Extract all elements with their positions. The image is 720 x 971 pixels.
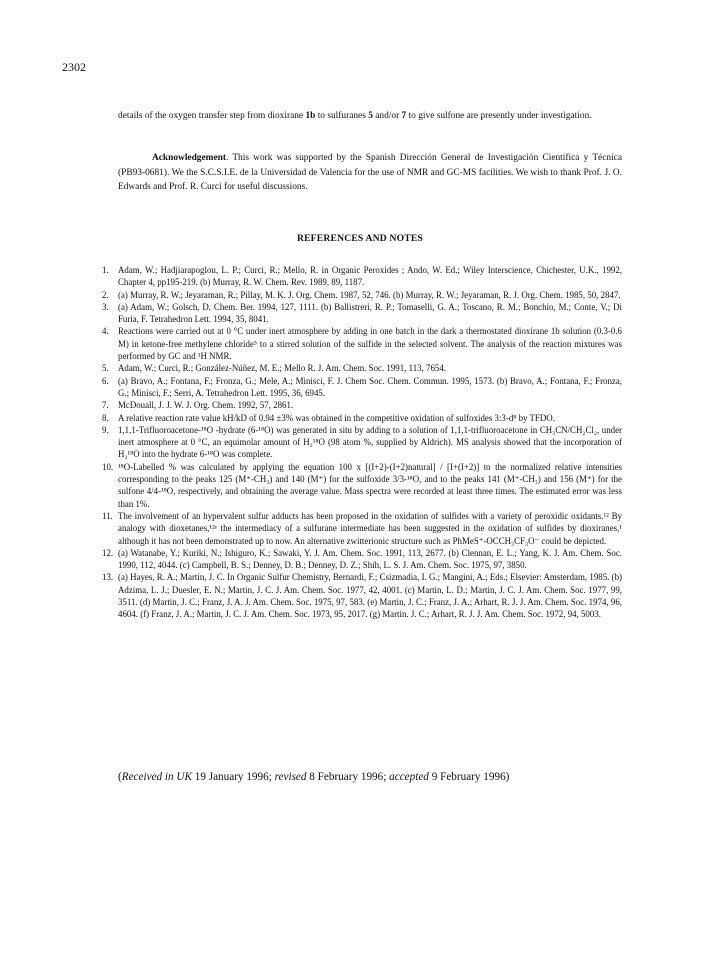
reference-text: (a) Hayes, R. A.; Martin, J. C. In Organic Sulfur Chemistry, Bernardi, F.; Csizmadia, I. G.; Mangini, A.; Eds.; Elsevier: Amsterdam, 1985. (b) Adzima, L. J.; Duesler, E. N.; Martin, J. C. J. Am. Chem. Soc. 1977, 42, 4001. (c) Martin, L. D.; Martin, J. C. J. Am. Chem. Soc. 1977, 99, 3511. (d) Martin, J. C.; Franz, J. A. J. Am. Chem. Soc. 1975, 97, 583. (e) Martin, J. C.; Franz, J. A.; Arhart, R. J. J. Am. Chem. Soc. 1974, 96, 4604. (f) Franz, J. A.; Martin, J. C. J. Am. Chem. Soc. 1973, 95, 2017. (g) Martin. J. C.; Arhart, R. J. J. Am. Chem. Soc. 1972, 94, 5003. <box>118 572 622 620</box>
para1-text-post: to give sulfone are presently under investigation. <box>406 111 592 121</box>
reference-text: A relative reaction rate value kH/kD of 0.94 ±3% was obtained in the competitive oxidation of sulfoxides 3:3-d⁸ by TFDO. <box>118 412 555 423</box>
para1-compound-7: 7 <box>401 111 407 121</box>
references-heading: REFERENCES AND NOTES <box>296 233 424 244</box>
reference-number: 11. <box>102 510 113 521</box>
reference-item <box>102 289 622 301</box>
reference-item <box>102 264 622 289</box>
body-paragraph-continuation <box>118 109 622 124</box>
accepted-year: 1996) <box>480 771 510 783</box>
reference-number: 3. <box>102 301 109 312</box>
references-list <box>102 264 622 621</box>
reference-item <box>102 375 622 400</box>
reference-item <box>102 461 622 510</box>
received-label: Received in UK <box>121 771 195 783</box>
reference-item <box>102 424 622 461</box>
acknowledgement-paragraph <box>118 151 622 195</box>
reference-item <box>102 301 622 326</box>
reference-item <box>102 362 622 374</box>
reference-number: 8. <box>102 412 109 423</box>
received-open-paren: ( <box>118 771 122 783</box>
reference-text: McDouall, J. J. W. J. Org. Chem. 1992, 57, 2861. <box>118 400 294 411</box>
reference-number: 10. <box>102 461 114 472</box>
received-date: 19 January <box>194 771 244 783</box>
reference-number: 2. <box>102 289 109 300</box>
reference-text: (a) Murray, R. W.; Jeyaraman, R.; Pillay, M. K. J. Org. Chem. 1987, 52, 746. (b) Murray, R. W.; Jeyaraman, R. J. Org. Chem. 1985, 50, 2847. <box>118 289 621 300</box>
reference-item <box>102 399 622 411</box>
reference-number: 9. <box>102 424 109 435</box>
reference-text: ¹⁸O-Labelled % was calculated by applying the equation 100 x [(I+2)-(I+2)natural] / [I+(I+2)] to the normalized relative intensities corresponding to the peaks 125 (M⁺-CH₃) and 140 (M⁺) for the sulfoxide 3/3-¹⁸O, and to the peaks 141 (M⁺-CH₃) and 156 (M⁺) for the sulfone 4/4-¹⁸O, respectively, and obtaining the average value. Mass spectra were recorded at least three times. The estimated error was less than 1%. <box>118 461 622 509</box>
reference-number: 13. <box>102 572 114 583</box>
received-dates <box>118 771 622 783</box>
reference-text: Adam, W.; Curci, R.; González-Núñez, M. E.; Mello R. J. Am. Chem. Soc. 1991, 113, 7654. <box>118 363 447 374</box>
reference-number: 4. <box>102 326 109 337</box>
reference-number: 7. <box>102 400 109 411</box>
reference-text: Adam, W.; Hadjiarapoglou, L. P.; Curci, R.; Mello, R. in Organic Peroxides ; Ando, W. Ed.; Wiley Interscience, Chichester, U.K., 1992, Chapter 4, pp195-219. (b) Murray, R. W. Chem. Rev. 1989, 89, 1187. <box>118 265 622 288</box>
acknowledgement-text: . This work was supported by the Spanish Dirección General de Investigación Científica y Técnica (PB93-0681). We the S.C.S.I.E. de la Universidad de Valencia for the use of NMR and GC-MS facilities. We wish to thank Prof. J. O. Edwards and Prof. R. Curci for useful discussions. <box>118 153 622 192</box>
reference-number: 12. <box>102 547 114 558</box>
reference-number: 1. <box>102 265 109 275</box>
para1-text-mid1: to sulfuranes <box>315 111 369 121</box>
reference-number: 6. <box>102 375 109 386</box>
reference-item <box>102 325 622 362</box>
para1-compound-5: 5 <box>368 111 373 121</box>
page-number: 2302 <box>62 60 86 74</box>
revised-year: 1996; <box>358 771 390 783</box>
reference-text: The involvement of an hypervalent sulfur adducts has been proposed in the oxidation of sulfides with a variety of peroxidic oxidants.¹² By analogy with dioxetanes,¹²ᵉ the intermediacy of a sulfurane intermediate has been suggested in the oxidation of sulfides by dioxiranes,¹ although it has not been demonstrated up to now. An alternative zwitterionic structure such as PhMeS⁺-OCCH₃CF₃O⁻ could be depicted. <box>118 510 622 546</box>
reference-item <box>102 547 622 572</box>
reference-text: 1,1,1-Trifluoroacetone-¹⁸O -hydrate (6-¹⁸O) was generated in situ by adding to a solution of 1,1,1-trifluoroacetone in CH₃CN/CH₂Cl₂, under inert atmosphere at 0 °C, an equimolar amount of H₂¹⁸O (98 atom %, supplied by Aldrich). MS analysis showed that the incorporation of H₂¹⁸O into the hydrate 6-¹⁸O was complete. <box>118 424 622 460</box>
reference-number: 5. <box>102 363 109 374</box>
reference-item <box>102 412 622 424</box>
accepted-date: 9 February <box>431 771 481 783</box>
reference-text: (a) Watanabe, Y.; Kuriki, N.; Ishiguro, K.; Sawaki, Y. J. Am. Chem. Soc. 1991, 113, 2677. (b) Clennan, E. L.; Yang, K. J. Am. Chem. Soc. 1990, 112, 4044. (c) Campbell, B. S.; Denney, D. B.; Denney, D. Z.; Shih, L. S. J. Am. Chem. Soc. 1975, 97, 3850. <box>118 547 622 571</box>
received-year: 1996; <box>243 771 275 783</box>
revised-date: 8 February <box>309 771 359 783</box>
para1-compound-1b: 1b <box>305 111 316 121</box>
para1-text-pre: details of the oxygen transfer step from dioxirane <box>118 111 306 121</box>
reference-item <box>102 571 622 620</box>
revised-label: revised <box>274 771 310 783</box>
accepted-label: accepted <box>389 771 432 783</box>
para1-text-mid2: and/or <box>372 111 402 121</box>
reference-item <box>102 510 622 547</box>
reference-text: (a) Bravo, A.; Fontana, F.; Fronza, G.; Mele, A.; Minisci, F. J. Chem Soc. Chem. Commun. 1995, 1573. (b) Bravo, A.; Fontana, F.; Fronza, G.; Minisci, F.; Serri, A. Tetrahedron Lett. 1995, 36, 6945. <box>118 375 622 398</box>
acknowledgement-lead: Acknowledgement <box>152 153 226 163</box>
reference-text: (a) Adam, W.; Golsch, D. Chem. Ber. 1994, 127, 1111. (b) Ballistreri, R. P.; Tomaselli, G. A.; Toscano, R. M.; Bonchio, M.; Conte, V.; Di Furia, F. Tetrahedron Lett. 1994, 35, 8041. <box>118 301 622 325</box>
reference-text: Reactions were carried out at 0 °C under inert atmosphere by adding in one batch in the dark a thermostated dioxirane 1b solution (0.3-0.6 M) in ketone-free methylene chloride⁵ to a stirred solution of the sulfide in the selected solvent. The analysis of the reaction mixtures was performed by GC and ¹H NMR. <box>118 326 622 362</box>
